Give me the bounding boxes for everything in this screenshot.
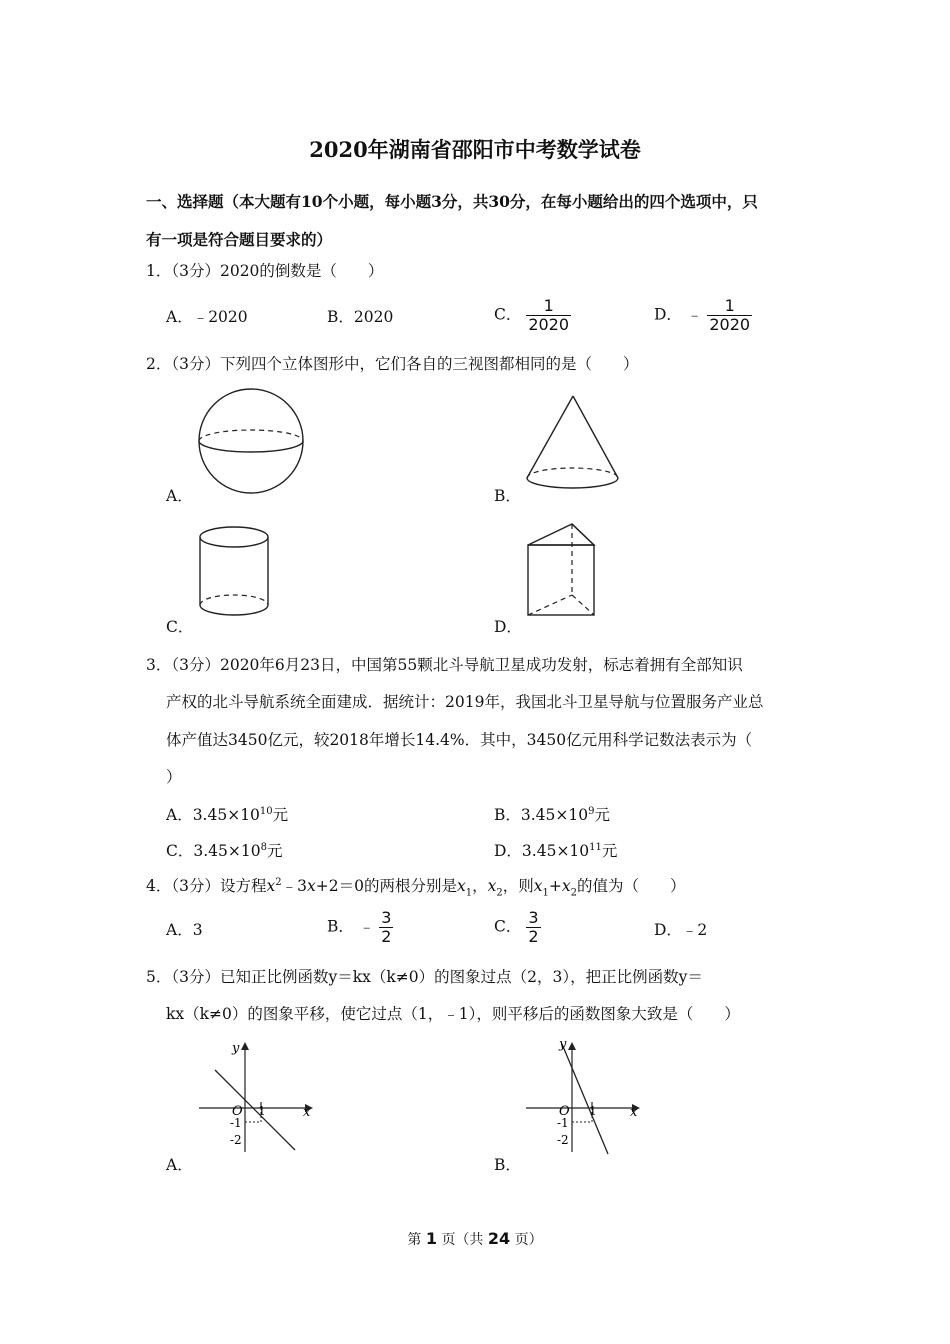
q4-var: x (487, 877, 497, 896)
q2-option-c: C． (166, 618, 194, 636)
q3-c-unit: 元 (266, 842, 283, 861)
q1-option-c (494, 297, 571, 334)
q1-option-d-sign: ﹣ (686, 305, 703, 324)
question-5-stem-line2: kx（k≠0）的图象平移，使它过点（1，﹣1），则平移后的函数图象大致是（ ） (166, 1005, 740, 1023)
q3-option-d (494, 838, 617, 861)
q4-option-a: A．3 (166, 921, 203, 939)
q4-option-b-label: B． (327, 917, 354, 936)
cylinder-icon (195, 522, 273, 622)
q4-sub: 2 (496, 887, 503, 899)
section-heading-line1: 一、选择题（本大题有10个小题，每小题3分，共30分，在每小题给出的四个选项中，只 (146, 192, 758, 211)
q3-d-exponent: 11 (589, 842, 602, 853)
q4-c-denominator: 2 (528, 927, 539, 946)
q3-c-exponent: 8 (260, 842, 267, 853)
q3-a-base: A．3.45×10 (166, 806, 260, 825)
q4-text: +2＝0的两根分别是 (315, 877, 457, 896)
question-1-stem: 1．（3分）2020的倒数是（ ） (146, 262, 384, 280)
q4-var: x (561, 877, 571, 896)
question-3-stem-line3: 体产值达3450亿元，较2018年增长14.4%．其中，3450亿元用科学记数法表示为（ (166, 731, 753, 749)
q4-option-d: D．﹣2 (654, 921, 708, 939)
q1-option-d-fraction (707, 297, 752, 334)
q4-sub: 1 (465, 887, 473, 899)
graph-b-tick-neg2: -2 (557, 1133, 569, 1147)
q4-sub: 1 (542, 887, 549, 899)
q2-option-d: D． (494, 618, 522, 636)
q4-b-numerator: 3 (381, 908, 392, 927)
q4-square: 2 (275, 877, 282, 888)
sphere-icon (195, 387, 307, 497)
q1-option-b: B．2020 (327, 308, 394, 326)
section-heading-line2: 有一项是符合题目要求的） (146, 230, 333, 249)
q4-var: x (456, 877, 466, 896)
graph-option-a (195, 1036, 320, 1156)
graph-b-x-label: x (630, 1105, 638, 1120)
q5-option-a: A． (166, 1156, 193, 1174)
q4-text: ，则 (502, 877, 534, 896)
q3-b-base: B．3.45×10 (494, 806, 589, 825)
q2-option-a: A． (166, 487, 193, 505)
page-footer (0, 1229, 950, 1249)
q1-option-a: A．﹣2020 (166, 308, 248, 326)
graph-b-tick-neg1: -1 (557, 1116, 569, 1130)
graph-a-y-label: y (232, 1041, 240, 1056)
graph-a-x-label: x (303, 1105, 311, 1120)
q4-text: ， (472, 877, 488, 896)
triangular-prism-icon (522, 518, 602, 622)
page-title: 2020年湖南省邵阳市中考数学试卷 (309, 137, 641, 162)
cone-icon (522, 392, 622, 496)
q4-c-numerator: 3 (528, 908, 539, 927)
graph-b-origin: O (559, 1104, 570, 1119)
q4-option-b-sign: ﹣ (358, 917, 375, 936)
q1-option-c-label: C． (494, 305, 522, 324)
q4-option-c-label: C． (494, 917, 522, 936)
footer-text: 页） (514, 1232, 543, 1248)
q4-text: 的值为（ ） (576, 877, 686, 896)
q3-option-a (166, 802, 288, 825)
q4-option-b-fraction (379, 909, 393, 946)
q3-option-b (494, 802, 610, 825)
footer-text: 页（共 (441, 1232, 484, 1248)
q3-a-unit: 元 (272, 806, 289, 825)
q3-a-exponent: 10 (259, 806, 273, 817)
q4-var: x (306, 877, 316, 896)
question-3-stem-line2: 产权的北斗导航系统全面建成．据统计：2019年，我国北斗卫星导航与位置服务产业总 (166, 693, 764, 711)
q1-option-c-fraction (526, 297, 571, 334)
q2-option-b: B． (494, 487, 521, 505)
q4-b-denominator: 2 (381, 927, 392, 946)
graph-option-b (522, 1036, 647, 1156)
q3-d-unit: 元 (601, 842, 618, 861)
q5-option-b: B． (494, 1156, 521, 1174)
q3-option-c (166, 838, 282, 861)
graph-a-tick-neg1: -1 (230, 1116, 242, 1130)
q1-c-denominator: 2020 (528, 315, 570, 334)
footer-text: 第 (407, 1232, 422, 1248)
q3-c-base: C．3.45×10 (166, 842, 261, 861)
q4-option-b (327, 909, 393, 946)
q4-option-c (494, 909, 541, 946)
graph-a-tick-1: 1 (258, 1104, 266, 1118)
question-3-stem-line1: 3．（3分）2020年6月23日，中国第55颗北斗导航卫星成功发射，标志着拥有全部知识 (146, 656, 743, 674)
graph-a-origin: O (232, 1104, 243, 1119)
q3-d-base: D．3.45×10 (494, 842, 590, 861)
q4-text: ﹣3 (281, 877, 307, 896)
q1-option-d-label: D． (654, 305, 682, 324)
q4-sub: 2 (570, 887, 577, 899)
q3-b-unit: 元 (594, 806, 611, 825)
q4-text: + (548, 877, 562, 896)
q1-d-numerator: 1 (724, 296, 735, 315)
graph-b-tick-1: 1 (589, 1104, 597, 1118)
q4-var: x (533, 877, 543, 896)
q1-c-numerator: 1 (543, 296, 554, 315)
graph-a-tick-neg2: -2 (230, 1133, 242, 1147)
q1-option-d (654, 297, 752, 334)
q3-b-exponent: 9 (588, 806, 595, 817)
question-4-stem (146, 873, 811, 903)
question-2-stem: 2．（3分）下列四个立体图形中，它们各自的三视图都相同的是（ ） (146, 355, 639, 373)
question-3-stem-line4: ） (166, 768, 182, 786)
q4-var: x (266, 877, 276, 896)
graph-b-y-label: y (559, 1037, 567, 1052)
q1-d-denominator: 2020 (709, 315, 751, 334)
footer-total-pages: 24 (487, 1229, 511, 1248)
q4-option-c-fraction (526, 909, 540, 946)
footer-page-number: 1 (425, 1229, 437, 1248)
question-5-stem-line1: 5．（3分）已知正比例函数y＝kx（k≠0）的图象过点（2，3），把正比例函数y＝ (146, 968, 703, 986)
q4-text: 4．（3分）设方程 (146, 877, 267, 896)
